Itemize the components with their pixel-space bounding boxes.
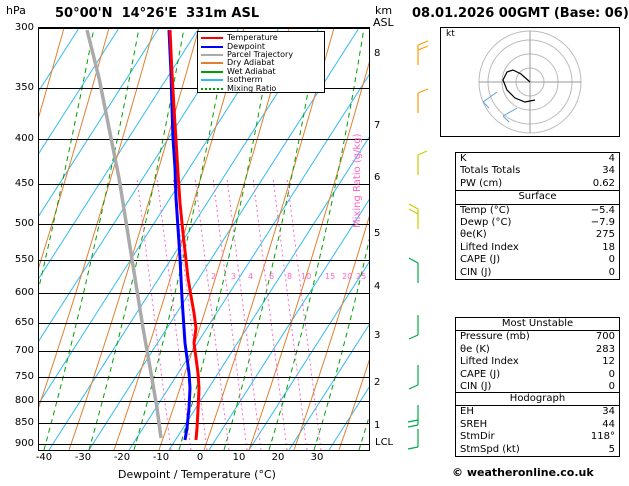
legend-item (201, 84, 321, 92)
table-row (456, 217, 619, 229)
x-axis-title: Dewpoint / Temperature (°C) (118, 468, 276, 481)
row-value: 18 (602, 241, 615, 253)
row-key: Totals Totals (460, 165, 521, 177)
x-tick-label: 10 (232, 452, 246, 463)
y-tick-label: 600 (14, 287, 34, 298)
chart-legend (197, 31, 325, 93)
legend-label-dry-adiabat: Dry Adiabat (227, 58, 275, 68)
legend-label-isotherm: Isotherm (227, 75, 263, 85)
km-tick-label: 4 (374, 281, 381, 292)
table-row (456, 331, 619, 343)
mixing-ratio-axis-title: Mixing Ratio (g/kg) (352, 133, 363, 228)
row-value: 283 (595, 343, 615, 355)
row-value: 0 (608, 266, 615, 278)
mixing-ratio-value: 25 (356, 272, 367, 281)
km-tick-label: 6 (374, 172, 381, 183)
row-key: StmSpd (kt) (460, 443, 520, 455)
x-tick-label: -30 (74, 452, 92, 463)
row-key: SREH (460, 418, 488, 430)
parcel-trajectory-line (87, 30, 161, 438)
pressure-unit-label: hPa (6, 4, 26, 17)
row-value: 34 (602, 165, 615, 177)
row-key: PW (cm) (460, 177, 503, 189)
row-value: 5 (608, 443, 615, 455)
x-tick-label: -40 (35, 452, 53, 463)
row-key: CIN (J) (460, 266, 492, 278)
x-tick-label: 20 (271, 452, 285, 463)
row-value: −5.4 (590, 204, 615, 216)
y-tick-label: 650 (14, 317, 34, 328)
row-key: θe(K) (460, 229, 487, 241)
row-value: 44 (602, 418, 615, 430)
y-tick-label: 750 (14, 371, 34, 382)
row-key: Lifted Index (460, 241, 519, 253)
copyright-credit: © weatheronline.co.uk (452, 466, 594, 479)
table-row (456, 153, 619, 165)
row-value: 700 (595, 331, 615, 343)
table-row (456, 254, 619, 266)
table-row (456, 165, 619, 177)
wind-barb-column (404, 27, 438, 451)
row-value: 4 (608, 153, 615, 164)
row-key: Lifted Index (460, 356, 519, 368)
legend-swatch-dry-adiabat (201, 62, 223, 64)
legend-label-parcel: Parcel Trajectory (227, 49, 294, 59)
y-tick-label: 300 (14, 22, 34, 33)
km-tick-label: 5 (374, 228, 381, 239)
row-key: Pressure (mb) (460, 331, 530, 343)
km-tick-label: 7 (374, 120, 381, 131)
mixing-ratio-value: 15 (325, 272, 336, 281)
mixing-ratio-value: 2 (211, 272, 217, 281)
mixing-ratio-value: 3 (231, 272, 237, 281)
row-key: CAPE (J) (460, 254, 501, 266)
table-row (456, 229, 619, 241)
row-key: K (460, 153, 467, 164)
mixing-ratio-value: 10 (301, 272, 312, 281)
legend-swatch-isotherm (201, 79, 223, 81)
height-unit-label: km (375, 4, 393, 17)
station-title: 50°00'N 14°26'E 331m ASL (55, 6, 260, 21)
y-tick-label: 900 (14, 438, 34, 449)
table-row (456, 205, 619, 217)
y-tick-label: 450 (14, 178, 34, 189)
km-tick-label: 3 (374, 330, 381, 341)
row-value: 34 (602, 406, 615, 418)
row-key: Temp (°C) (460, 204, 510, 216)
mixing-ratio-value: 6 (269, 272, 275, 281)
asl-label: ASL (373, 16, 394, 29)
row-key: CAPE (J) (460, 368, 501, 380)
km-tick-label: 8 (374, 48, 381, 59)
mixing-ratio-value: 20 (342, 272, 353, 281)
legend-label-temperature: Temperature (227, 33, 278, 43)
legend-label-dewpoint: Dewpoint (227, 41, 266, 51)
indices-table (455, 152, 620, 280)
legend-swatch-parcel (201, 54, 223, 56)
hodograph-plot (440, 27, 620, 137)
km-tick-label: 2 (374, 377, 381, 388)
row-value: 0 (608, 380, 615, 392)
x-tick-label: 30 (310, 452, 324, 463)
row-value: 0 (608, 254, 615, 266)
y-tick-label: 850 (14, 417, 34, 428)
table-row (456, 406, 619, 418)
legend-swatch-mixing-ratio (201, 88, 223, 90)
table-row (456, 344, 619, 356)
table-row (456, 419, 619, 431)
row-value: 0 (608, 368, 615, 380)
row-key: StmDir (460, 431, 495, 443)
table-row (456, 369, 619, 381)
y-tick-label: 400 (14, 133, 34, 144)
row-key: CIN (J) (460, 380, 492, 392)
legend-label-mixing-ratio: Mixing Ratio (227, 83, 277, 93)
y-tick-label: 500 (14, 218, 34, 229)
row-value: 275 (595, 229, 615, 241)
hodograph-table (455, 392, 620, 457)
table-row (456, 444, 619, 456)
row-value: 118° (590, 431, 615, 443)
table-section-header: Hodograph (456, 393, 619, 406)
table-row (456, 356, 619, 368)
row-key: Dewp (°C) (460, 216, 512, 228)
hodograph-unit-label: kt (446, 29, 455, 39)
row-value: 0.62 (592, 177, 615, 189)
table-row (456, 178, 619, 190)
mixing-ratio-value: 8 (287, 272, 293, 281)
km-tick-label: 1 (374, 420, 381, 431)
table-row (456, 242, 619, 254)
mixing-ratio-value: 4 (248, 272, 254, 281)
datetime-label: 08.01.2026 00GMT (Base: 06) (412, 6, 629, 21)
x-tick-label: -10 (152, 452, 170, 463)
legend-label-wet-adiabat: Wet Adiabat (227, 66, 276, 76)
skewt-diagram (38, 27, 370, 451)
y-tick-label: 700 (14, 345, 34, 356)
lcl-label: LCL (375, 437, 394, 448)
table-section-header: Most Unstable (456, 318, 619, 331)
y-tick-label: 800 (14, 395, 34, 406)
table-section-header: Surface (456, 190, 619, 204)
table-row (456, 431, 619, 443)
row-key: θe (K) (460, 343, 490, 355)
legend-swatch-temperature (201, 37, 223, 39)
x-tick-label: 0 (196, 452, 204, 463)
row-value: 12 (602, 356, 615, 368)
row-key: EH (460, 406, 474, 418)
x-tick-label: -20 (113, 452, 131, 463)
legend-swatch-wet-adiabat (201, 71, 223, 73)
legend-swatch-dewpoint (201, 46, 223, 48)
y-tick-label: 550 (14, 254, 34, 265)
y-tick-label: 350 (14, 82, 34, 93)
most-unstable-table (455, 317, 620, 394)
row-value: −7.9 (590, 216, 615, 228)
table-row (456, 267, 619, 279)
